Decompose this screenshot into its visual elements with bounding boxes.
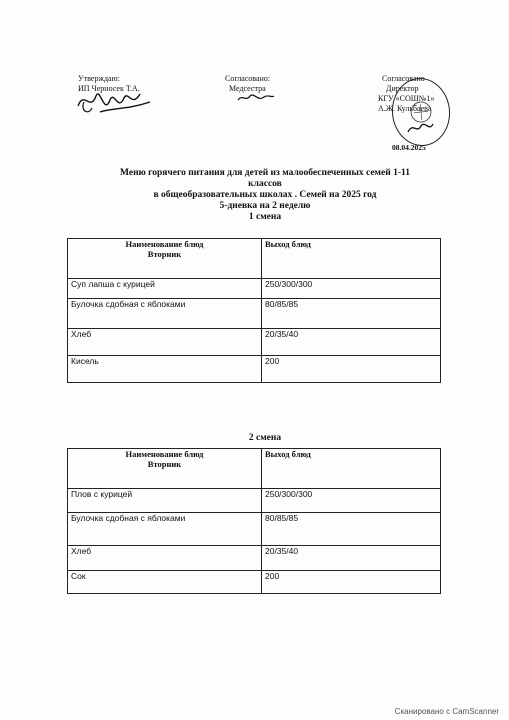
dish-cell: Кисель [68, 356, 262, 383]
header-yield: Выход блюд [262, 239, 441, 279]
table-row [68, 571, 441, 594]
table-row [68, 356, 441, 383]
dish-cell: Суп лапша с курицей [68, 279, 262, 299]
yield-cell: 80/85/85 [262, 299, 441, 329]
header-dish [68, 449, 262, 489]
signature-middle [236, 90, 276, 106]
table-row [68, 513, 441, 546]
header-dish-label: Наименование блюд [125, 239, 204, 249]
table-row [68, 489, 441, 513]
scanner-watermark: Сканировано с CamScanner [394, 707, 499, 716]
approval-right-role: Директор [386, 84, 419, 93]
table-row [68, 299, 441, 329]
approval-left-label: Утверждаю: [78, 74, 120, 83]
table-row [68, 279, 441, 299]
yield-cell: 20/35/40 [262, 546, 441, 571]
approval-right-org: КГУ «СОШ№1» [378, 94, 435, 103]
header-dish-label: Наименование блюд [125, 449, 204, 459]
approval-right-name: А.Ж. Кульбаева [378, 104, 432, 113]
approval-right-label: Согласовано [382, 74, 425, 83]
signature-right [405, 118, 435, 138]
dish-cell: Сок [68, 571, 262, 594]
dish-cell: Хлеб [68, 329, 262, 356]
yield-cell: 20/35/40 [262, 329, 441, 356]
approval-middle-role: Медсестра [229, 84, 266, 93]
header-day-label: Вторник [147, 459, 182, 469]
yield-cell: 250/300/300 [262, 279, 441, 299]
title-line-5: 1 смена [248, 212, 282, 222]
menu-table-shift-2 [67, 448, 441, 594]
title-line-1: Меню горячего питания для детей из малообеспеченных семей 1-11 [120, 168, 410, 178]
table-row [68, 546, 441, 571]
table-header-row [68, 449, 441, 489]
header-dish [68, 239, 262, 279]
dish-cell: Плов с курицей [68, 489, 262, 513]
dish-cell: Булочка сдобная с яблоками [68, 513, 262, 546]
dish-cell: Хлеб [68, 546, 262, 571]
approval-left-name: ИП Черносек Т.А. [78, 84, 140, 93]
approval-middle-label: Согласовано: [225, 74, 271, 83]
yield-cell: 250/300/300 [262, 489, 441, 513]
header-day-label: Вторник [147, 249, 182, 259]
yield-cell: 80/85/85 [262, 513, 441, 546]
dish-cell: Булочка сдобная с яблоками [68, 299, 262, 329]
header-yield: Выход блюд [262, 449, 441, 489]
shift-2-title: 2 смена [248, 433, 282, 443]
menu-title [60, 168, 470, 223]
menu-table-shift-1 [67, 238, 441, 383]
title-line-4: 5-дневка на 2 неделю [219, 201, 311, 211]
table-row [68, 329, 441, 356]
yield-cell: 200 [262, 356, 441, 383]
yield-cell: 200 [262, 571, 441, 594]
table-header-row [68, 239, 441, 279]
signature-left [70, 82, 160, 122]
approval-date: 08.04.2025 [392, 143, 426, 152]
title-line-2: классов [248, 179, 282, 189]
title-line-3: в общеобразовательных школах . Семей на 2025 год [153, 190, 377, 200]
